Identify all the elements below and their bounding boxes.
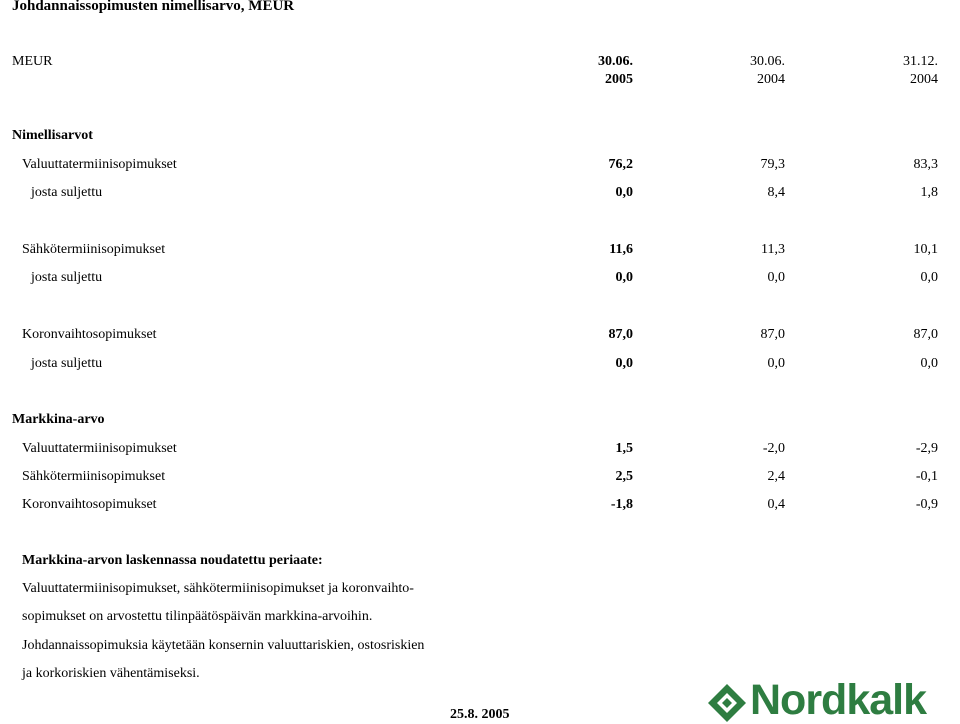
row-value-2005: 76,2 (608, 157, 633, 172)
col1-header-year: 2005 (605, 72, 633, 87)
row-value-2004-dec: -0,1 (915, 469, 938, 484)
col3-header-year: 2004 (910, 72, 938, 87)
row-label: Valuuttatermiinisopimukset (22, 441, 177, 456)
page-title: Johdannaissopimusten nimellisarvo, MEUR (12, 0, 295, 14)
row-value-2004-jun: 11,3 (761, 242, 785, 257)
row-value-2004-dec: 1,8 (920, 185, 938, 200)
row-value-2004-jun: 0,0 (767, 356, 785, 371)
row-value-2004-dec: 87,0 (913, 327, 938, 342)
notes-line: ja korkoriskien vähentämiseksi. (22, 666, 200, 681)
row-value-2005: 11,6 (609, 242, 633, 257)
row-value-2004-dec: 0,0 (920, 270, 938, 285)
notes-line: Valuuttatermiinisopimukset, sähkötermiinisopimukset ja koronvaihto- (22, 581, 414, 596)
row-value-2004-jun: 0,4 (767, 497, 785, 512)
col2-header-year: 2004 (757, 72, 785, 87)
notes-line: Johdannaissopimuksia käytetään konsernin valuuttariskien, ostosriskien (22, 638, 425, 653)
row-value-2004-jun: 87,0 (760, 327, 785, 342)
row-value-2005: 0,0 (615, 356, 633, 371)
notes-line: sopimukset on arvostettu tilinpäätöspäivän markkina-arvoihin. (22, 609, 373, 624)
row-value-2005: 0,0 (615, 185, 633, 200)
row-value-2004-dec: -0,9 (915, 497, 938, 512)
logo-mark-icon (706, 682, 748, 724)
row-label: josta suljettu (31, 185, 103, 200)
row-label: Valuuttatermiinisopimukset (22, 157, 177, 172)
footer-date: 25.8. 2005 (450, 707, 510, 722)
logo-wordmark: Nordkalk (750, 676, 927, 724)
row-value-2004-dec: 83,3 (913, 157, 938, 172)
row-value-2005: -1,8 (610, 497, 633, 512)
row-label: Koronvaihtosopimukset (22, 497, 157, 512)
row-label: josta suljettu (31, 356, 103, 371)
row-value-2004-jun: -2,0 (762, 441, 785, 456)
col3-header-date: 31.12. (903, 54, 938, 69)
row-value-2004-dec: -2,9 (915, 441, 938, 456)
unit-label: MEUR (12, 54, 53, 69)
col2-header-date: 30.06. (750, 54, 785, 69)
nordkalk-logo (706, 676, 960, 724)
nominal-heading: Nimellisarvot (12, 128, 93, 143)
row-value-2004-dec: 10,1 (913, 242, 938, 257)
row-value-2005: 2,5 (615, 469, 633, 484)
col1-header-date: 30.06. (598, 54, 633, 69)
row-label: Koronvaihtosopimukset (22, 327, 157, 342)
notes-heading: Markkina-arvon laskennassa noudatettu periaate: (22, 553, 323, 568)
row-label: Sähkötermiinisopimukset (22, 242, 166, 257)
market-heading: Markkina-arvo (12, 412, 105, 427)
row-value-2005: 0,0 (615, 270, 633, 285)
row-value-2004-dec: 0,0 (920, 356, 938, 371)
row-value-2004-jun: 0,0 (767, 270, 785, 285)
row-value-2004-jun: 8,4 (767, 185, 785, 200)
row-value-2004-jun: 79,3 (760, 157, 785, 172)
row-value-2005: 87,0 (608, 327, 633, 342)
row-value-2004-jun: 2,4 (767, 469, 785, 484)
row-label: Sähkötermiinisopimukset (22, 469, 166, 484)
row-label: josta suljettu (31, 270, 103, 285)
row-value-2005: 1,5 (615, 441, 633, 456)
